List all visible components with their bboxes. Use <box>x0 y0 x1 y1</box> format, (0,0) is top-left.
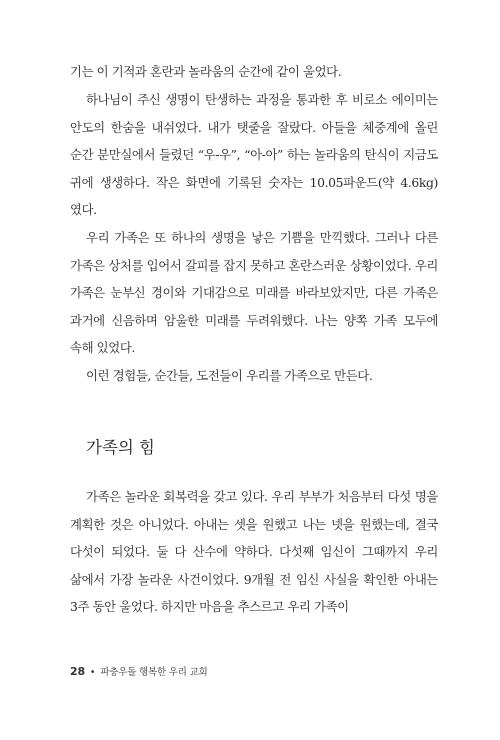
page-number: 28 <box>70 665 85 678</box>
paragraph-3: 우리 가족은 또 하나의 생명을 낳은 기쁨을 만끽했다. 그러나 다른 가족은 상처를 입어서 갈피를 잡지 못하고 혼란스러운 상황이었다. 우리 가족은 눈부신 경이와 기대감으로 미래를 바라보았지만, 다른 가족은 과거에 신음하며 암울한 미래를 두려워했다. 나는 양쪽 가족 모두에 속해 있었다. <box>70 230 438 356</box>
footer-separator: • <box>89 667 96 678</box>
paragraph-1: 기는 이 기적과 혼란과 놀라움의 순간에 같이 울었다. <box>70 64 342 79</box>
paragraph-4: 이런 경험들, 순간들, 도전들이 우리를 가족으로 만든다. <box>86 368 373 383</box>
paragraph-5: 가족은 놀라운 회복력을 갖고 있다. 우리 부부가 처음부터 다섯 명을 계획한 것은 아니었다. 아내는 셋을 원했고 나는 넷을 원했는데, 결국 다섯이 되었다. 둘 다 산수에 약하다. 다섯째 임신이 그때까지 우리 삶에서 가장 놀라운 사건이었다. 9개월 전 임신 사실을 확인한 아내는 3주 동안 울었다. 하지만 마음을 추스르고 우리 가족이 <box>70 489 438 615</box>
paragraph-2: 하나님이 주신 생명이 탄생하는 과정을 통과한 후 비로소 에이미는 안도의 한숨을 내쉬었다. 내가 탯줄을 잘랐다. 아들을 체중계에 올린 순간 분만실에서 들렸던 “우-우”, “아-아” 하는 놀라움의 탄식이 지금도 귀에 생생하다. 작은 화면에 기록된 숫자는 10.05파운드(약 4.6kg)였다. <box>70 92 438 218</box>
book-title: 파충우돌 행복한 우리 교회 <box>100 667 208 678</box>
page-footer <box>70 664 208 678</box>
section-heading: 가족의 힘 <box>86 438 156 457</box>
